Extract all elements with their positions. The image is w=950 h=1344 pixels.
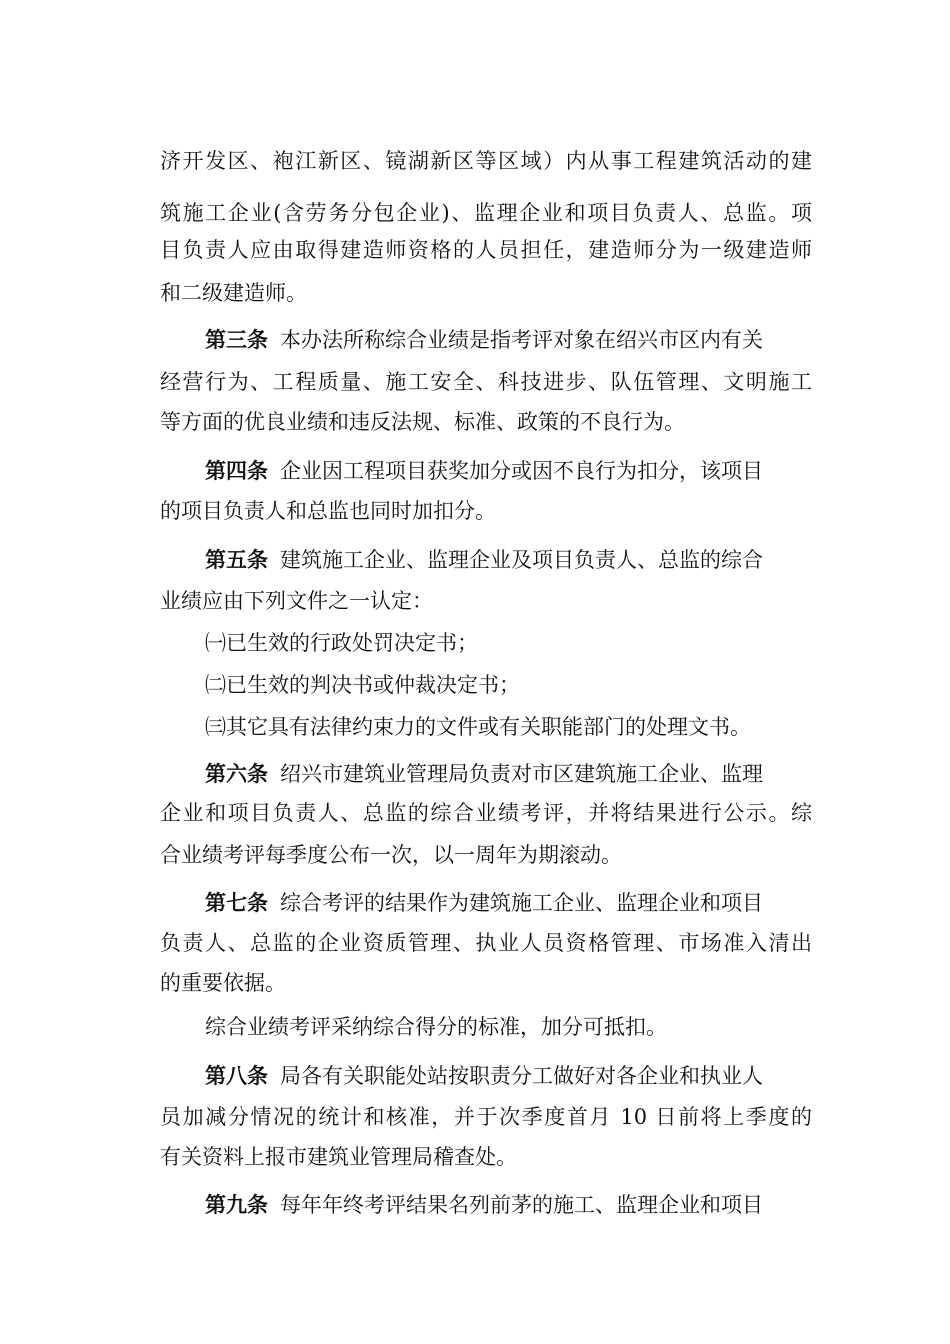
article-6-label: 第六条 — [205, 761, 268, 786]
article-5-text: 建筑施工企业、监理企业及项目负责人、总监的综合 — [280, 548, 763, 572]
article-7-label: 第七条 — [205, 890, 268, 915]
article-4-line — [205, 456, 763, 486]
list-item: ㈠已生效的行政处罚决定书； — [205, 631, 478, 655]
text-line: 合业绩考评每季度公布一次，以一周年为期滚动。 — [160, 843, 622, 867]
article-5-label: 第五条 — [205, 547, 268, 572]
list-item: ㈢其它具有法律约束力的文件或有关职能部门的处理文书。 — [205, 715, 751, 739]
text-line: 济开发区、袍江新区、镜湖新区等区域）内从事工程建筑活动的建 — [160, 149, 812, 173]
article-3-label: 第三条 — [205, 327, 268, 352]
article-3-line — [205, 325, 763, 355]
article-9-text: 每年年终考评结果名列前茅的施工、监理企业和项目 — [280, 1193, 763, 1217]
article-7-line — [205, 888, 763, 918]
article-7-text: 综合考评的结果作为建筑施工企业、监理企业和项目 — [280, 891, 763, 915]
article-8-text: 局各有关职能处站按职责分工做好对各企业和执业人 — [280, 1064, 763, 1088]
text-line: 经营行为、工程质量、施工安全、科技进步、队伍管理、文明施工 — [160, 370, 812, 394]
article-6-text: 绍兴市建筑业管理局负责对市区建筑施工企业、监理 — [280, 762, 763, 786]
text-line: 企业和项目负责人、总监的综合业绩考评，并将结果进行公示。综 — [160, 801, 812, 825]
article-4-label: 第四条 — [205, 458, 268, 483]
article-3-text: 本办法所称综合业绩是指考评对象在绍兴市区内有关 — [280, 328, 763, 352]
text-line: 等方面的优良业绩和违反法规、标准、政策的不良行为。 — [160, 410, 685, 434]
text-line: 员加减分情况的统计和核准，并于次季度首月 10 日前将上季度的 — [160, 1105, 812, 1129]
article-9-label: 第九条 — [205, 1192, 268, 1217]
text-line: 的重要依据。 — [160, 971, 286, 995]
text-line: 负责人、总监的企业资质管理、执业人员资格管理、市场准入清出 — [160, 931, 812, 955]
paragraph: 综合业绩考评采纳综合得分的标准，加分可抵扣。 — [205, 1015, 667, 1039]
text-line: 筑施工企业(含劳务分包企业)、监理企业和项目负责人、总监。项 — [160, 201, 812, 225]
article-6-line — [205, 759, 763, 789]
text-line: 有关资料上报市建筑业管理局稽查处。 — [160, 1145, 517, 1169]
text-line: 和二级建造师。 — [160, 281, 307, 305]
list-item: ㈡已生效的判决书或仲裁决定书； — [205, 673, 520, 697]
article-8-label: 第八条 — [205, 1063, 268, 1088]
article-5-line — [205, 545, 763, 575]
article-9-line — [205, 1190, 763, 1220]
text-line: 业绩应由下列文件之一认定： — [160, 589, 433, 613]
article-8-line — [205, 1061, 763, 1091]
text-line: 的项目负责人和总监也同时加扣分。 — [160, 499, 496, 523]
article-4-text: 企业因工程项目获奖加分或因不良行为扣分，该项目 — [280, 459, 763, 483]
text-line: 目负责人应由取得建造师资格的人员担任，建造师分为一级建造师 — [160, 238, 812, 262]
